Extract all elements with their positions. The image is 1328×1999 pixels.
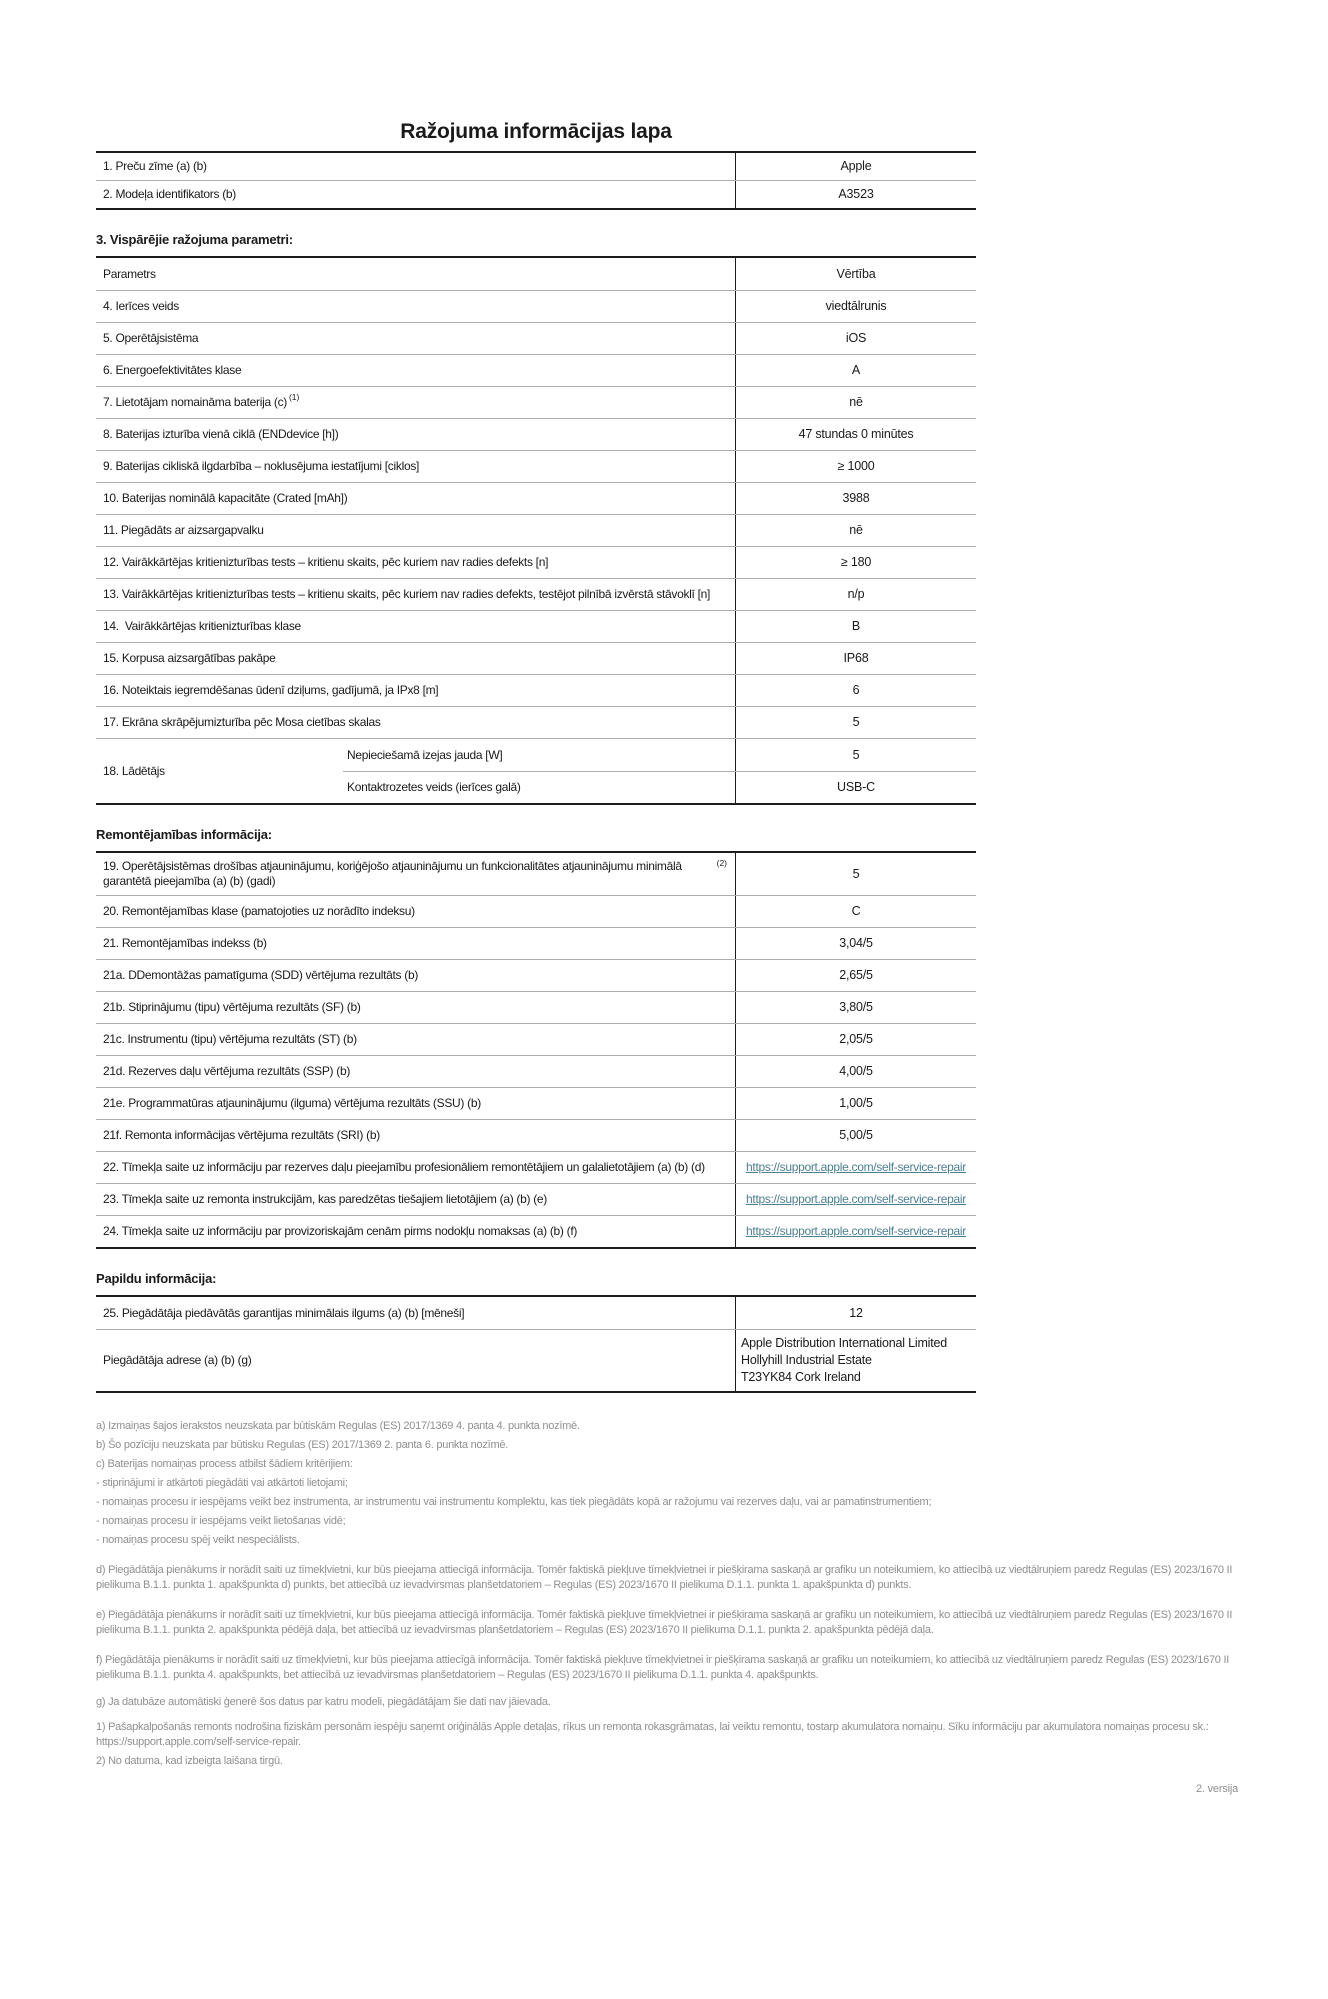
- self-service-repair-link[interactable]: https://support.apple.com/self-service-repair: [746, 1224, 966, 1238]
- address-line: Apple Distribution International Limited: [741, 1336, 948, 1350]
- table-row: [96, 180, 976, 208]
- subrow-value: USB-C: [735, 772, 976, 803]
- row-label: 17. Ekrāna skrāpējumizturība pēc Mosa cietības skalas: [103, 715, 381, 729]
- row-value: 5,00/5: [735, 1120, 976, 1151]
- table-row: [96, 1055, 976, 1087]
- row-value: [735, 1184, 976, 1215]
- row-label: 22. Tīmekļa saite uz informāciju par rezerves daļu pieejamību profesionāliem remontētājiem un galalietotājiem (a) (b) (d): [103, 1160, 705, 1174]
- row-value: C: [735, 896, 976, 927]
- row-value: 12: [735, 1297, 976, 1329]
- product-info-sheet: [0, 120, 1328, 1795]
- row-label: 20. Remontējamības klase (pamatojoties uz norādīto indeksu): [103, 904, 415, 918]
- table-row: [96, 959, 976, 991]
- row-value: A: [735, 355, 976, 386]
- row-label: 21a. DDemontāžas pamatīguma (SDD) vērtējuma rezultāts (b): [103, 968, 419, 982]
- table-row-charger: [96, 738, 976, 803]
- table-row: [96, 1297, 976, 1329]
- table-row: [96, 354, 976, 386]
- supplier-address: [735, 1330, 976, 1391]
- row-label: 21. Remontējamības indekss (b): [103, 936, 267, 950]
- repairability-table: [96, 851, 976, 1249]
- table-row: [96, 482, 976, 514]
- row-label: 21d. Rezerves daļu vērtējuma rezultāts (SSP) (b): [103, 1064, 351, 1078]
- row-label: 21c. Instrumentu (tipu) vērtējuma rezultāts (ST) (b): [103, 1032, 357, 1046]
- row-label: 15. Korpusa aizsargātības pakāpe: [103, 651, 276, 665]
- row-value: 3988: [735, 483, 976, 514]
- row-label: 25. Piegādātāja piedāvātās garantijas minimālais ilgums (a) (b) [mēneši]: [103, 1305, 465, 1320]
- table-row: [96, 1151, 976, 1183]
- row-value: nē: [735, 387, 976, 418]
- footnote-e: e) Piegādātāja pienākums ir norādīt saiti uz tīmekļvietni, kur būs pieejama attiecīgā informācija. Tomēr faktiskā piekļuve tīmekļvietnei ir piešķirama saskaņā ar grafiku un noteikumiem, ko attiecībā uz viedtālruņiem paredz Regulas (ES) 2023/1670 II pielikuma B.1.1. punkta 2. apakšpunkta pēdējā daļa, bet attiecībā uz ievadvirsmas planšetdatoriem – Regulas (ES) 2023/1670 II pielikuma D.1.1. punkta 2. apakšpunkta pēdējā daļa.: [96, 1609, 1233, 1636]
- row-value: ≥ 1000: [735, 451, 976, 482]
- footnote-c1: - stiprinājumi ir atkārtoti piegādāti vai atkārtoti lietojami;: [96, 1477, 348, 1489]
- section-heading-general: 3. Vispārējie ražojuma parametri:: [96, 232, 293, 247]
- row-label: 8. Baterijas izturība vienā ciklā (ENDdevice [h]): [103, 427, 339, 441]
- table-row: [96, 1087, 976, 1119]
- row-label: 21f. Remonta informācijas vērtējuma rezultāts (SRI) (b): [103, 1128, 380, 1142]
- table-row: [96, 706, 976, 738]
- table-row: [96, 642, 976, 674]
- table-row: [96, 895, 976, 927]
- footnote-c4: - nomaiņas procesu spēj veikt nespeciālists.: [96, 1534, 300, 1546]
- row-label: 5. Operētājsistēma: [103, 331, 199, 345]
- subrow-label: Kontaktrozetes veids (ierīces galā): [347, 780, 521, 794]
- row-value: 4,00/5: [735, 1056, 976, 1087]
- row-label: 7. Lietotājam nomaināma baterija (c) (1): [103, 392, 300, 409]
- table-row: [96, 991, 976, 1023]
- row-value: nē: [735, 515, 976, 546]
- row-label: 9. Baterijas cikliskā ilgdarbība – noklusējuma iestatījumi [ciklos]: [103, 459, 420, 473]
- general-parameters-table: [96, 256, 976, 805]
- address-line: T23YK84 Cork Ireland: [741, 1370, 861, 1384]
- row-value: Vērtība: [735, 258, 976, 290]
- row-value: 5: [735, 853, 976, 895]
- row-label: 10. Baterijas nominālā kapacitāte (Crated [mAh]): [103, 491, 348, 505]
- row-label: 24. Tīmekļa saite uz informāciju par provizoriskajām cenām pirms nodokļu nomaksas (a) (b) (f): [103, 1224, 578, 1238]
- address-line: Hollyhill Industrial Estate: [741, 1353, 872, 1367]
- subrow-value: 5: [735, 739, 976, 771]
- table-header-row: [96, 258, 976, 290]
- row-label: 2. Modeļa identifikators (b): [103, 187, 236, 201]
- row-label: 23. Tīmekļa saite uz remonta instrukcijām, kas paredzētas tiešajiem lietotājiem (a) (b) (e): [103, 1192, 547, 1206]
- table-row: [96, 1119, 976, 1151]
- row-label: 21b. Stiprinājumu (tipu) vērtējuma rezultāts (SF) (b): [103, 1000, 361, 1014]
- row-value: 1,00/5: [735, 1088, 976, 1119]
- table-row: [96, 1329, 976, 1391]
- table-row: [96, 927, 976, 959]
- footnote-a: a) Izmaiņas šajos ierakstos neuzskata par būtiskām Regulas (ES) 2017/1369 4. panta 4. punkta nozīmē.: [96, 1420, 580, 1432]
- subrow-label: Nepieciešamā izejas jauda [W]: [347, 747, 503, 762]
- version-label: 2. versija: [1195, 1783, 1238, 1795]
- row-label: 13. Vairākkārtējas kritienizturības tests – kritienu skaits, pēc kuriem nav radies defekts, testējot pilnībā izvērstā stāvoklī [n]: [103, 587, 711, 601]
- table-row: [96, 610, 976, 642]
- row-label: 16. Noteiktais iegremdēšanas ūdenī dziļums, gadījumā, ja IPx8 [m]: [103, 683, 439, 697]
- table-row: [96, 1183, 976, 1215]
- charger-subrow: [343, 771, 976, 803]
- row-label: 6. Energoefektivitātes klase: [103, 363, 242, 377]
- row-label: 21e. Programmatūras atjauninājumu (ilguma) vērtējuma rezultāts (SSU) (b): [103, 1096, 481, 1110]
- footnote-n2: 2) No datuma, kad izbeigta laišana tirgū.: [96, 1755, 283, 1767]
- row-value: B: [735, 611, 976, 642]
- self-service-repair-link[interactable]: https://support.apple.com/self-service-repair: [746, 1192, 966, 1206]
- footnote-d: d) Piegādātāja pienākums ir norādīt saiti uz tīmekļvietni, kur būs pieejama attiecīgā informācija. Tomēr faktiskā piekļuve tīmekļvietnei ir piešķirama saskaņā ar grafiku un noteikumiem, ko attiecībā uz viedtālruņiem paredz Regulas (ES) 2023/1670 II pielikuma B.1.1. punkta 1. apakšpunkta d) punkts, bet attiecībā uz ievadvirsmas planšetdatoriem – Regulas (ES) 2023/1670 II pielikuma D.1.1. punkta 1. apakšpunkta d) punkts.: [96, 1564, 1233, 1591]
- table-row: [96, 290, 976, 322]
- row-value: IP68: [735, 643, 976, 674]
- row-value: ≥ 180: [735, 547, 976, 578]
- table-row: [96, 418, 976, 450]
- footnote-c2: - nomaiņas procesu ir iespējams veikt bez instrumenta, ar instrumentu vai instrumentu komplektu, kas tiek piegādāts kopā ar ražojumu vai rezerves daļu, vai ar pamatinstrumentiem;: [96, 1496, 932, 1508]
- row-value: [735, 1216, 976, 1247]
- row-label: Piegādātāja adrese (a) (b) (g): [103, 1353, 252, 1367]
- self-service-repair-link[interactable]: https://support.apple.com/self-service-repair: [746, 1160, 966, 1174]
- table-row: [96, 674, 976, 706]
- row-label: 11. Piegādāts ar aizsargapvalku: [103, 523, 264, 537]
- row-label: 14. Vairākkārtējas kritienizturības klase: [103, 619, 301, 633]
- row-label: 1. Preču zīme (a) (b): [103, 159, 207, 173]
- row-value: A3523: [735, 181, 976, 208]
- row-label: 4. Ierīces veids: [103, 299, 179, 313]
- footnote-f: f) Piegādātāja pienākums ir norādīt saiti uz tīmekļvietni, kur būs pieejama attiecīgā informācija. Tomēr faktiskā piekļuve tīmekļvietnei ir piešķirama saskaņā ar grafiku un noteikumiem, ko attiecībā uz viedtālruņiem paredz Regulas (ES) 2023/1670 II pielikuma B.1.1. punkta 4. apakšpunkts, bet attiecībā uz ievadvirsmas planšetdatoriem – Regulas (ES) 2023/1670 II pielikuma D.1.1. punkta 4. apakšpunkts.: [96, 1654, 1230, 1681]
- section-heading-additional: Papildu informācija:: [96, 1271, 217, 1286]
- footnote-g: g) Ja datubāze automātiski ģenerē šos datus par katru modeli, piegādātājam šie dati nav jāievada.: [96, 1696, 551, 1708]
- table-row: [96, 514, 976, 546]
- row-value: viedtālrunis: [735, 291, 976, 322]
- footnotes: [96, 1419, 1238, 1769]
- row-value: 2,05/5: [735, 1024, 976, 1055]
- table-row: [96, 1023, 976, 1055]
- row-value: n/p: [735, 579, 976, 610]
- table-row: [96, 578, 976, 610]
- charger-subrow: [343, 739, 976, 771]
- row-label: Parametrs: [103, 266, 156, 281]
- row-value: 6: [735, 675, 976, 706]
- row-value: 2,65/5: [735, 960, 976, 991]
- row-label: 18. Lādētājs: [103, 764, 165, 778]
- row-label: 19. Operētājsistēmas drošības atjauninājumu, koriģējošo atjauninājumu un funkcionalitātes atjauninājumu minimālā garantētā pieejamība (a) (b) (gadi) (2): [103, 858, 727, 888]
- additional-info-table: [96, 1295, 976, 1393]
- footnote-b: b) Šo pozīciju neuzskata par būtisku Regulas (ES) 2017/1369 2. panta 6. punkta nozīmē.: [96, 1439, 509, 1451]
- table-row: [96, 450, 976, 482]
- charger-subrows: [343, 739, 976, 803]
- row-value: 47 stundas 0 minūtes: [735, 419, 976, 450]
- table-row: [96, 1215, 976, 1247]
- row-label: 12. Vairākkārtējas kritienizturības tests – kritienu skaits, pēc kuriem nav radies defekts [n]: [103, 555, 549, 569]
- table-row: [96, 546, 976, 578]
- table-row: [96, 322, 976, 354]
- row-value: 5: [735, 707, 976, 738]
- section-heading-repair: Remontējamības informācija:: [96, 827, 272, 842]
- identification-table: [96, 151, 976, 210]
- footnote-c3: - nomaiņas procesu ir iespējams veikt lietošanas vidē;: [96, 1515, 346, 1527]
- table-row: [96, 153, 976, 180]
- row-value: iOS: [735, 323, 976, 354]
- table-row: [96, 386, 976, 418]
- table-row: [96, 853, 976, 895]
- row-value: [735, 1152, 976, 1183]
- page-title: Ražojuma informācijas lapa: [400, 120, 672, 143]
- footnote-n1: 1) Pašapkalpošanās remonts nodrošina fiziskām personām iespēju saņemt oriģinālās Apple detaļas, rīkus un remonta rokasgrāmatas, lai veiktu remontu, tostarp akumulatora nomaiņu. Sīku informāciju par akumulatora nomaiņas procesu sk.: https://support.apple.com/self-service-repair.: [96, 1721, 1209, 1748]
- row-value: Apple: [735, 153, 976, 180]
- row-value: 3,04/5: [735, 928, 976, 959]
- row-value: 3,80/5: [735, 992, 976, 1023]
- footnote-c: c) Baterijas nomaiņas process atbilst šādiem kritērijiem:: [96, 1458, 353, 1470]
